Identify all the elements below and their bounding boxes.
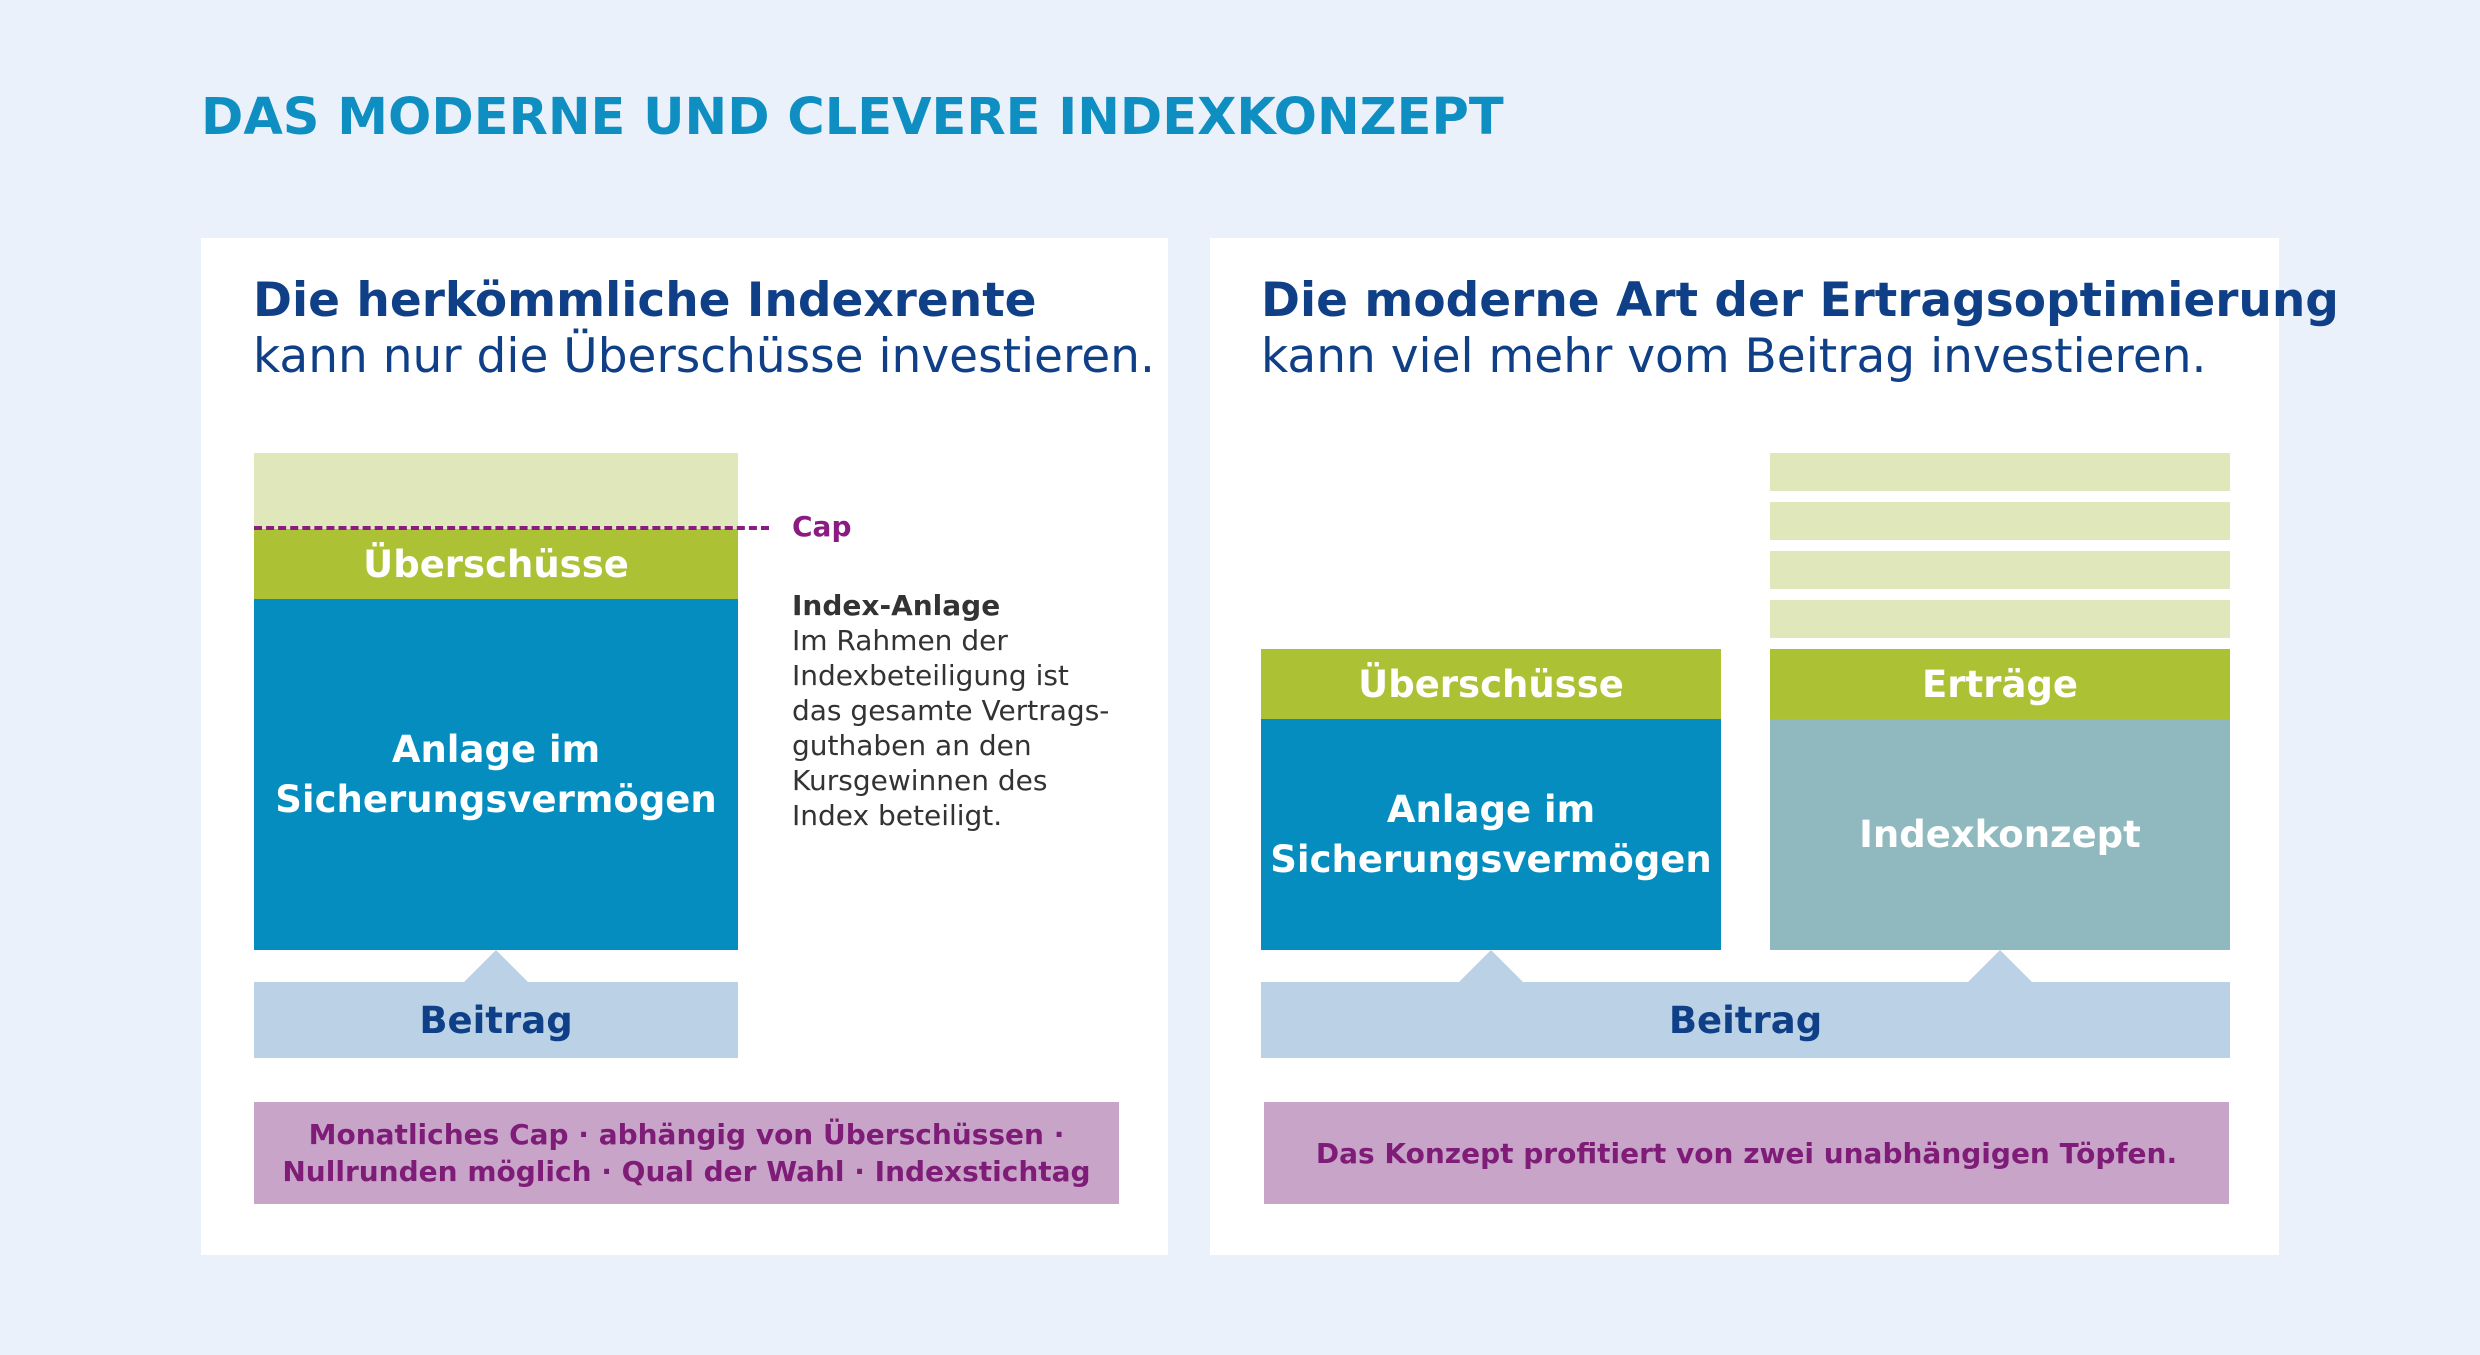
investment-label: Anlage im Sicherungsvermögen (1270, 787, 1712, 881)
potential-stripe (1770, 453, 2230, 491)
index-concept-block (1770, 719, 2230, 950)
right-panel (1210, 238, 2339, 1255)
index-note-body: Im Rahmen der Indexbeteiligung ist das gesamte Vertrags- guthaben an den Kursgewinnen des Index beteiligt. (792, 624, 1110, 832)
index-note-title: Index-Anlage (792, 589, 1001, 622)
index-concept-label: Indexkonzept (1859, 812, 2141, 856)
arrow-up-icon (1459, 950, 1523, 982)
left-panel-subtitle: kann nur die Überschüsse investieren. (253, 329, 1155, 384)
arrow-up-icon (464, 950, 528, 982)
cap-line (254, 526, 769, 530)
potential-stripe (1770, 502, 2230, 540)
left-footer (254, 1102, 1119, 1204)
investment-block (254, 599, 738, 950)
surplus-label: Überschüsse (1358, 662, 1624, 706)
contribution-block (1261, 982, 2230, 1058)
left-footer-text: Monatliches Cap · abhängig von Überschüssen · Nullrunden möglich · Qual der Wahl · Indexstichtag (282, 1118, 1091, 1188)
right-footer (1264, 1102, 2229, 1204)
arrow-up-icon (1968, 950, 2032, 982)
left-panel-title: Die herkömmliche Indexrente (253, 273, 1037, 328)
contribution-block (254, 982, 738, 1058)
right-panel-title: Die moderne Art der Ertragsoptimierung (1261, 273, 2339, 328)
potential-area (254, 453, 738, 529)
surplus-label: Überschüsse (363, 542, 629, 586)
contribution-label: Beitrag (1668, 998, 1823, 1042)
earnings-label: Erträge (1921, 662, 2078, 706)
left-panel (201, 238, 1168, 1255)
potential-stripe (1770, 551, 2230, 589)
investment-label: Anlage im Sicherungsvermögen (275, 727, 717, 821)
contribution-label: Beitrag (419, 998, 573, 1042)
cap-label: Cap (792, 510, 852, 543)
investment-block (1261, 719, 1721, 950)
right-panel-subtitle: kann viel mehr vom Beitrag investieren. (1261, 329, 2207, 384)
surplus-block (1261, 649, 1721, 719)
potential-stripe (1770, 600, 2230, 638)
index-note (792, 588, 1132, 833)
page-title: DAS MODERNE UND CLEVERE INDEXKONZEPT (201, 88, 1504, 147)
surplus-block (254, 529, 738, 599)
right-footer-text: Das Konzept profitiert von zwei unabhängigen Töpfen. (1315, 1136, 2178, 1170)
earnings-block (1770, 649, 2230, 719)
